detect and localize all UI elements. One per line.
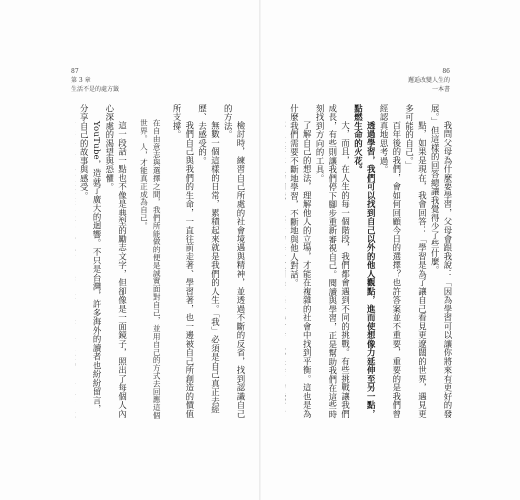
left-page-number: 87 xyxy=(71,68,79,75)
left-paragraph: 檢討時，練習自己所處的社會境遇與精神，並透過不斷的反省，找到認識自己的方法。 xyxy=(223,104,246,418)
book-gutter xyxy=(259,0,261,500)
right-paragraph xyxy=(285,104,288,420)
right-page-number: 86 xyxy=(442,68,450,75)
right-emphasis: 透過學習，我們可以找到自己以外的他人觀點，進而使想像力延伸至另一點，點燃生命的火花。 xyxy=(353,104,377,418)
right-paragraph: 了解自己的想法，理解他人的立場，才能在複雜的社會中找到平衡。這也是為什麼我們需要不斷地學習，不斷地與他人對話。 xyxy=(289,104,313,418)
left-paragraph: 我們自己與我們的生命，一直往前走著、學習著，也一邊被自己所創造的價值所支撐。 xyxy=(172,104,195,418)
spacer xyxy=(162,104,170,420)
right-paragraph: 百年後的我們，會如何回顧今日的選擇？也許答案並不重要，重要的是我們曾經認真地思考過。 xyxy=(379,104,402,418)
right-running-head xyxy=(408,67,450,94)
left-running-head xyxy=(71,67,119,94)
spacer xyxy=(129,104,137,420)
left-chapter-label: 第 3 章 xyxy=(71,77,91,84)
right-paragraph: 點，如果是現在，我會回答：「學習是為了讓自己看見更遼闊的世界，遇見更多可能的自己。」 xyxy=(404,104,428,418)
right-paragraph: 我問父母為什麼要學習，父母會跟我說：「因為學習可以讓你將來有更好的發展。」但這樣的回答總讓我覺得少了些什麼。 xyxy=(430,104,453,418)
left-paragraph xyxy=(75,104,77,420)
block-quote: 在自由意志與選擇之間，我們所能做的便是誠實面對自己，並用自己的方式去回應這個世界。人，才能真正成為自己。 xyxy=(139,119,162,420)
left-page-text xyxy=(75,104,247,420)
left-chapter-title: 生活不是的處方籤 xyxy=(71,86,120,93)
left-paragraph: 無數一個這樣的日常，累積起來就是我們的人生。「我」必須是自己真正去經歷、去感受的。 xyxy=(197,104,221,414)
left-paragraph: 這一段話一點也不像是典型的勵志文字，但卻像是一面鏡子，照出了每個人內心深處的渴望與恐懼。 xyxy=(104,104,128,418)
right-header: 邂逅改變人生的 xyxy=(407,77,450,84)
right-page-text xyxy=(285,104,454,420)
right-subheader: 一本書 xyxy=(431,86,450,93)
right-paragraph: 大，而且，在人生的每一個階段，我們都會遇到不同的挑戰。有些挑戰讓我們成長，有些則讓我們停下腳步重新審視自己。閱讀與學習，正是幫助我們在這些時刻找到方向的工具。 xyxy=(315,104,351,419)
left-paragraph: YouTube，造就了廣大的迴響。不只是台灣，許多海外的讀者也紛紛留言，分享自己的故事與感受。 xyxy=(79,104,103,414)
